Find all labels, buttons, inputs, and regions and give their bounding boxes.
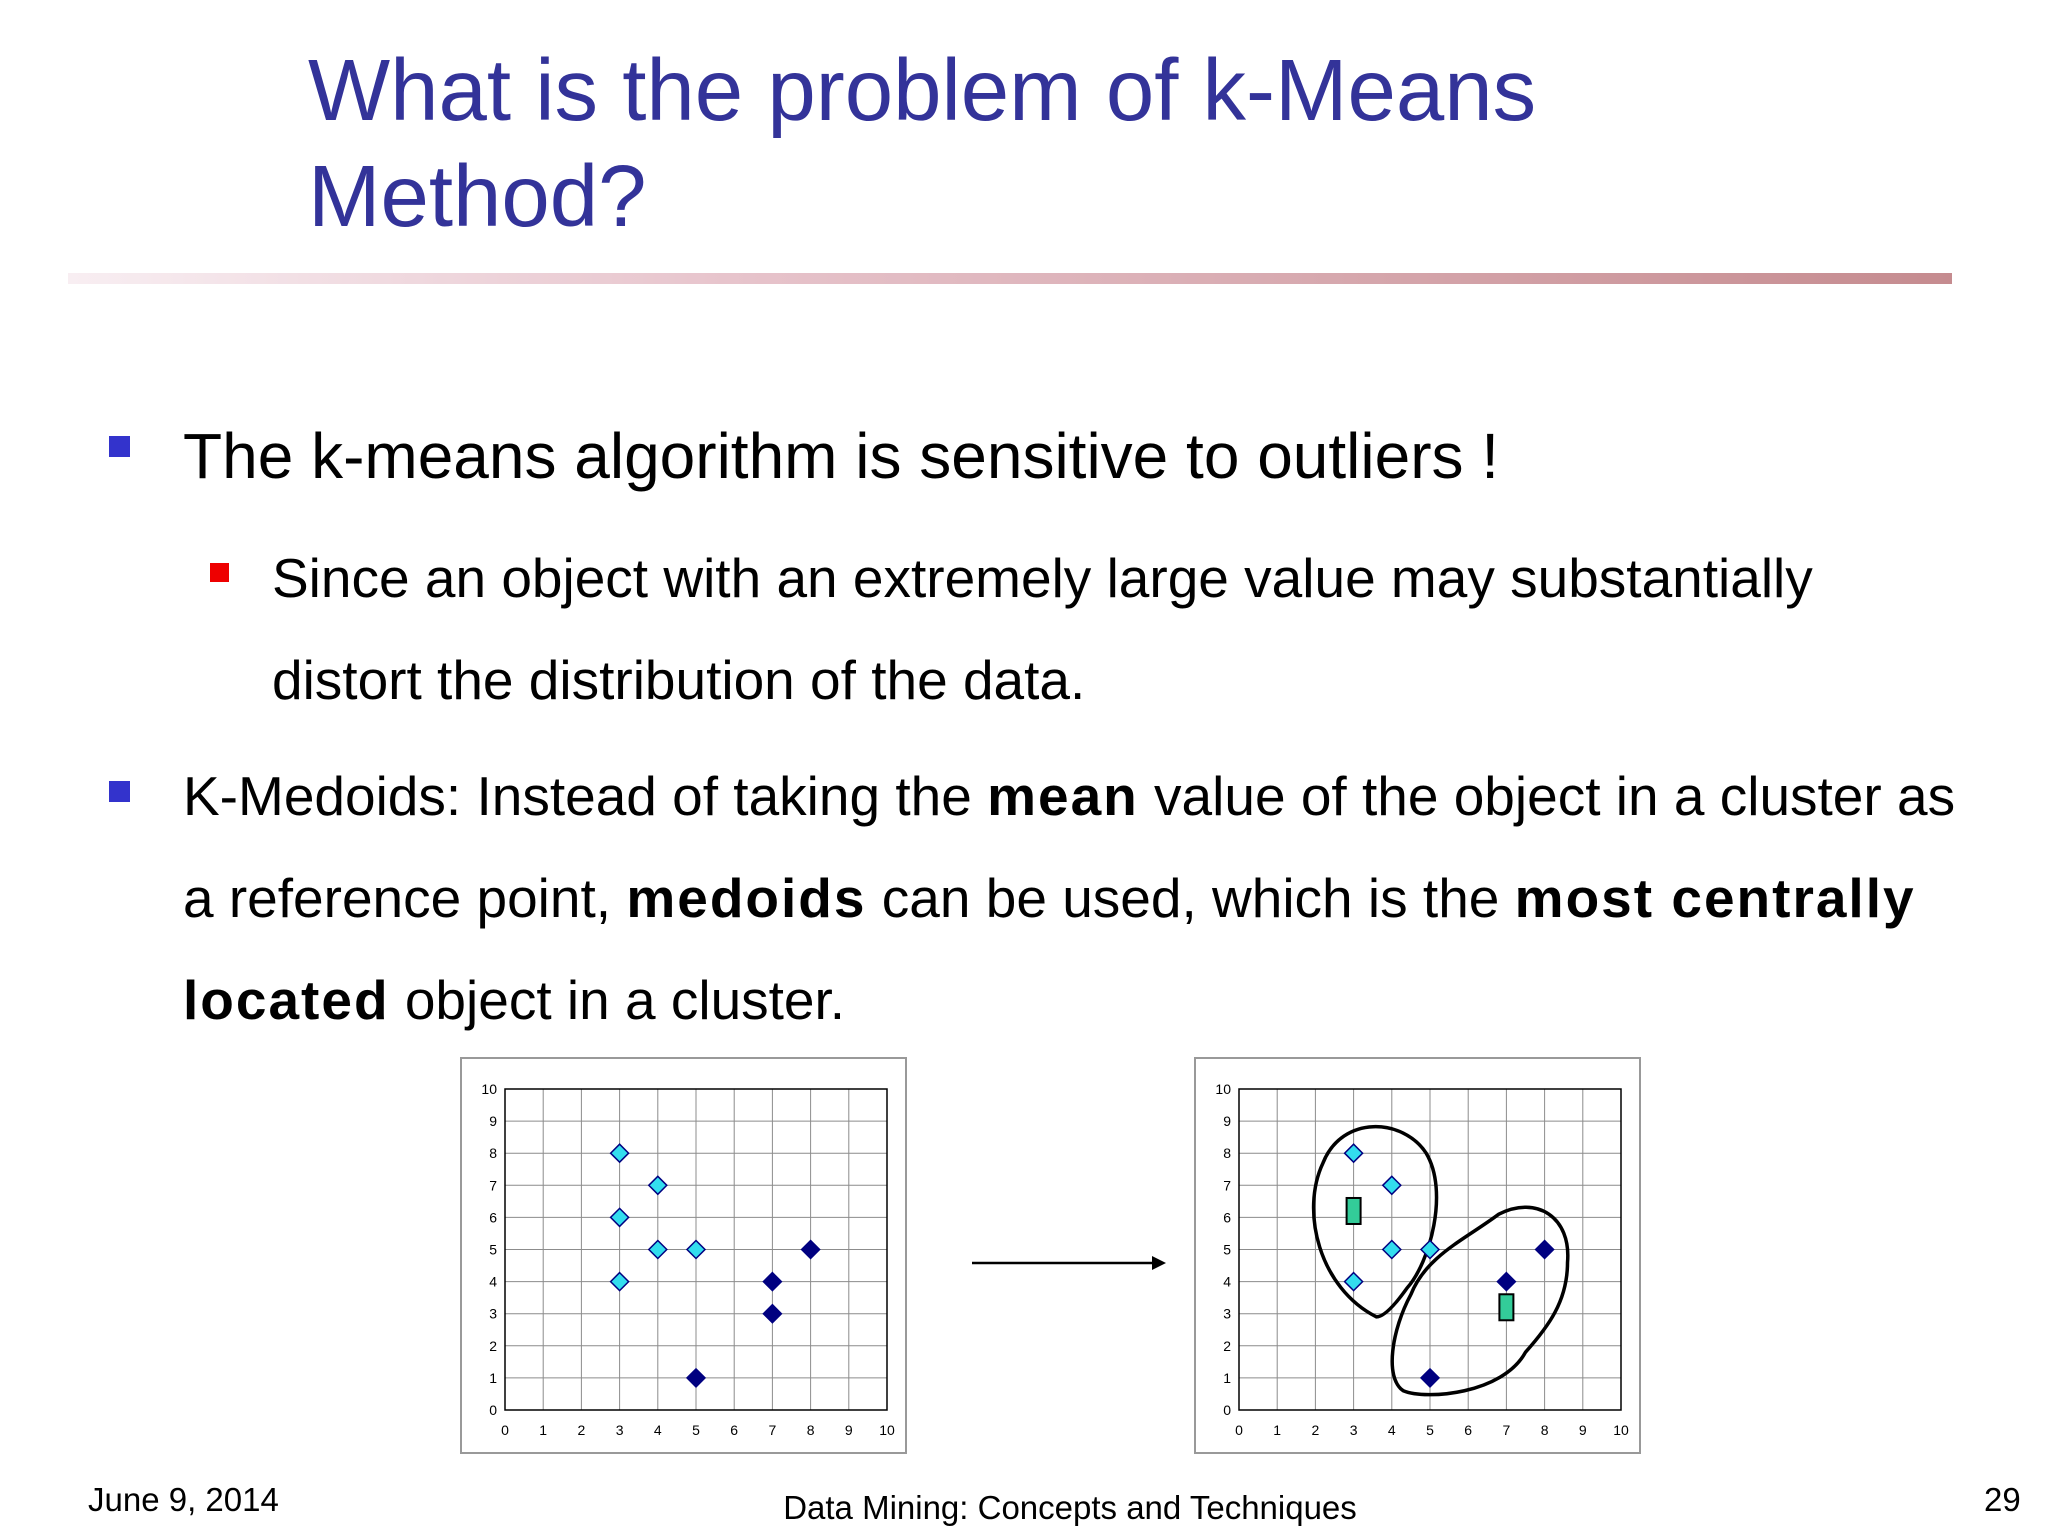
medoid-point xyxy=(1347,1198,1361,1224)
x-tick-label: 10 xyxy=(1613,1422,1629,1438)
y-tick-label: 2 xyxy=(1223,1337,1231,1354)
x-tick-label: 9 xyxy=(1578,1422,1587,1438)
y-tick-label: 10 xyxy=(1215,1081,1231,1097)
x-tick-label: 8 xyxy=(1540,1422,1549,1438)
y-tick-label: 9 xyxy=(489,1113,497,1130)
y-tick-label: 1 xyxy=(489,1369,497,1386)
cluster-b-point xyxy=(1497,1273,1515,1291)
x-tick-label: 0 xyxy=(501,1422,509,1438)
y-tick-label: 3 xyxy=(1223,1305,1231,1322)
y-tick-label: 7 xyxy=(489,1177,497,1194)
y-tick-label: 4 xyxy=(489,1273,497,1290)
x-tick-label: 6 xyxy=(1464,1422,1473,1438)
sub-bullet-text xyxy=(272,527,1972,731)
page-number: 29 xyxy=(1984,1481,2021,1518)
cluster-a-point xyxy=(649,1176,667,1194)
y-tick-label: 4 xyxy=(1223,1273,1231,1290)
cluster-a-point xyxy=(611,1208,629,1226)
x-tick-label: 10 xyxy=(879,1422,895,1438)
x-tick-label: 2 xyxy=(577,1422,586,1438)
arrow-right-icon xyxy=(970,1253,1170,1273)
x-tick-label: 1 xyxy=(1273,1422,1282,1438)
cluster-boundary xyxy=(1314,1127,1437,1317)
title-line-2: Method? xyxy=(308,148,647,245)
cluster-a-point xyxy=(687,1241,705,1259)
y-tick-label: 5 xyxy=(489,1241,497,1258)
sub-bullet-line-1: Since an object with an extremely large value may substantially xyxy=(272,547,1813,609)
kmedoids-bold-mean: mean xyxy=(987,765,1139,827)
x-tick-label: 3 xyxy=(615,1422,624,1438)
kmedoids-text-3: can be used, which is the xyxy=(866,867,1515,929)
title-divider xyxy=(68,273,1952,284)
cluster-b-point xyxy=(1421,1369,1439,1387)
cluster-b-point xyxy=(687,1369,705,1387)
x-tick-label: 5 xyxy=(1426,1422,1434,1438)
y-tick-label: 0 xyxy=(1223,1402,1231,1418)
bullet-square-icon xyxy=(109,436,130,457)
kmedoids-text-4: object in a cluster. xyxy=(389,969,846,1031)
sub-bullet-line-2: distort the distribution of the data. xyxy=(272,649,1086,711)
bullet-kmedoids xyxy=(183,745,1983,1051)
sub-bullet-square-icon xyxy=(210,563,229,582)
y-tick-label: 8 xyxy=(1223,1145,1231,1162)
x-tick-label: 7 xyxy=(768,1422,777,1438)
cluster-b-point xyxy=(763,1273,781,1291)
x-tick-label: 1 xyxy=(539,1422,548,1438)
x-tick-label: 4 xyxy=(1387,1422,1396,1438)
cluster-a-point xyxy=(1345,1144,1363,1162)
y-tick-label: 3 xyxy=(489,1305,497,1322)
cluster-a-point xyxy=(611,1144,629,1162)
y-tick-label: 0 xyxy=(489,1402,497,1418)
y-tick-label: 10 xyxy=(481,1081,497,1097)
y-tick-label: 6 xyxy=(1223,1209,1231,1226)
cluster-a-point xyxy=(1383,1241,1401,1259)
scatter-chart-after xyxy=(1194,1057,1641,1454)
scatter-chart-before xyxy=(460,1057,907,1454)
x-tick-label: 0 xyxy=(1235,1422,1243,1438)
x-tick-label: 5 xyxy=(692,1422,700,1438)
x-tick-label: 8 xyxy=(806,1422,815,1438)
x-tick-label: 7 xyxy=(1502,1422,1511,1438)
y-tick-label: 2 xyxy=(489,1337,497,1354)
kmedoids-text-1: K-Medoids: Instead of taking the xyxy=(183,765,988,827)
cluster-a-point xyxy=(1345,1273,1363,1291)
x-tick-label: 4 xyxy=(653,1422,662,1438)
y-tick-label: 6 xyxy=(489,1209,497,1226)
cluster-b-point xyxy=(763,1305,781,1323)
bullet-outliers: The k-means algorithm is sensitive to outliers ! xyxy=(183,420,1500,492)
x-tick-label: 3 xyxy=(1349,1422,1358,1438)
kmedoids-bold-medoids: medoids xyxy=(626,867,867,929)
x-tick-label: 6 xyxy=(730,1422,739,1438)
x-tick-label: 2 xyxy=(1311,1422,1320,1438)
cluster-a-point xyxy=(649,1241,667,1259)
title-line-1: What is the problem of k-Means xyxy=(308,42,1537,139)
cluster-b-point xyxy=(802,1241,820,1259)
cluster-a-point xyxy=(1383,1176,1401,1194)
kmedoids-text-2: value of the object in a cluster as a reference point, xyxy=(183,765,1956,929)
kmedoids-bold-central: most centrally located xyxy=(183,867,1916,1031)
slide-title xyxy=(308,38,1908,250)
y-tick-label: 8 xyxy=(489,1145,497,1162)
y-tick-label: 5 xyxy=(1223,1241,1231,1258)
x-tick-label: 9 xyxy=(844,1422,853,1438)
bullet-square-icon xyxy=(109,781,130,802)
y-tick-label: 9 xyxy=(1223,1113,1231,1130)
medoid-point xyxy=(1499,1294,1513,1320)
cluster-boundary xyxy=(1392,1207,1568,1394)
cluster-b-point xyxy=(1536,1241,1554,1259)
y-tick-label: 7 xyxy=(1223,1177,1231,1194)
y-tick-label: 1 xyxy=(1223,1369,1231,1386)
cluster-a-point xyxy=(611,1273,629,1291)
footer-date: June 9, 2014 xyxy=(88,1481,279,1518)
footer-title: Data Mining: Concepts and Techniques xyxy=(783,1489,1357,1526)
